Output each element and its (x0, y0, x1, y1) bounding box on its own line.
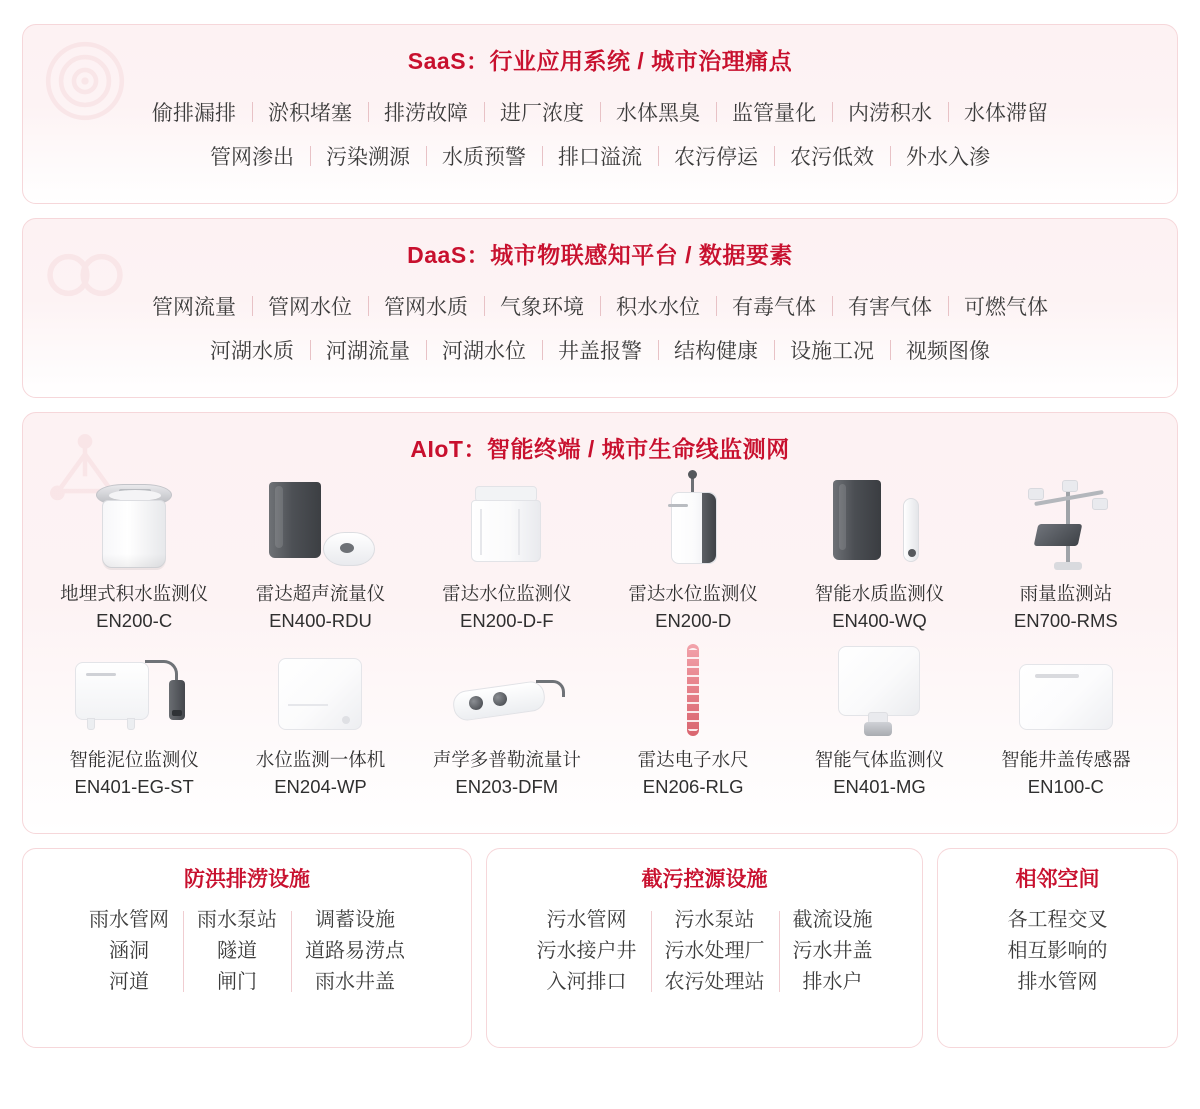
daas-chip[interactable]: 河湖水位 (426, 328, 542, 372)
device-name: 声学多普勒流量计 (432, 749, 581, 770)
device-image (618, 474, 768, 570)
radar-electronic-water-gauge-icon (673, 644, 713, 736)
device-name: 雨量监测站 (1019, 583, 1113, 604)
saas-chip[interactable]: 水质预警 (426, 134, 542, 178)
device-card[interactable] (600, 474, 786, 632)
saas-chip[interactable]: 内涝积水 (832, 90, 948, 134)
facility-item[interactable]: 入河排口 (546, 971, 627, 993)
aiot-panel (22, 412, 1178, 834)
saas-chip[interactable]: 进厂浓度 (484, 90, 600, 134)
rain-gauge-station-icon (1014, 478, 1118, 570)
device-model: EN401-MG (833, 776, 926, 797)
facility-item[interactable]: 污水管网 (546, 909, 627, 931)
daas-chip[interactable]: 河湖流量 (310, 328, 426, 372)
intercept-columns (487, 905, 922, 998)
device-model: EN401-EG-ST (74, 776, 194, 797)
device-card[interactable] (41, 474, 227, 632)
sludge-level-monitor-icon (75, 652, 193, 736)
saas-chip[interactable]: 管网渗出 (210, 146, 294, 169)
facility-item[interactable]: 涵洞 (109, 940, 149, 962)
facility-item: 相互影响的 (1007, 940, 1108, 962)
intercept-column (651, 905, 779, 998)
facility-item[interactable]: 调蓄设施 (315, 909, 395, 931)
saas-title-prefix: SaaS： (407, 48, 490, 74)
device-card[interactable] (786, 640, 972, 798)
daas-panel (22, 218, 1178, 398)
daas-title-main: 城市物联感知平台 / 数据要素 (490, 242, 793, 268)
saas-chip[interactable]: 农污停运 (658, 134, 774, 178)
daas-chip[interactable]: 可燃气体 (948, 284, 1064, 328)
intercept-column (523, 905, 651, 998)
device-model: EN400-WQ (832, 610, 927, 631)
device-name: 雷达水位监测仪 (628, 583, 758, 604)
daas-chip[interactable]: 设施工况 (774, 328, 890, 372)
device-image (245, 640, 395, 736)
daas-chip[interactable]: 管网水位 (252, 284, 368, 328)
facility-item[interactable]: 雨水管网 (89, 909, 169, 931)
integrated-level-monitor-icon (278, 656, 362, 736)
flood-columns (23, 905, 471, 998)
saas-chip[interactable]: 农污低效 (774, 134, 890, 178)
water-quality-monitor-icon (827, 480, 931, 570)
facility-panels-row (22, 848, 1178, 1048)
daas-chip[interactable]: 视频图像 (890, 328, 1006, 372)
daas-chip[interactable]: 有害气体 (832, 284, 948, 328)
device-name: 智能气体监测仪 (814, 749, 945, 770)
daas-title (23, 219, 1177, 270)
device-card[interactable] (786, 474, 972, 632)
saas-chip[interactable]: 外水入渗 (890, 134, 1006, 178)
flood-panel-title: 防洪排涝设施 (184, 868, 310, 891)
adjacent-space-panel (937, 848, 1178, 1048)
saas-chip[interactable]: 排涝故障 (368, 90, 484, 134)
pollution-interception-panel (486, 848, 923, 1048)
facility-item[interactable]: 雨水泵站 (197, 909, 277, 931)
saas-chip[interactable]: 水体黑臭 (600, 90, 716, 134)
device-card[interactable] (973, 474, 1159, 632)
daas-chip[interactable]: 结构健康 (658, 328, 774, 372)
daas-chip[interactable]: 有毒气体 (716, 284, 832, 328)
saas-chip[interactable]: 偷排漏排 (152, 102, 236, 125)
saas-row-2 (57, 134, 1143, 178)
flood-column (75, 905, 183, 998)
device-grid (23, 464, 1177, 798)
device-name: 雷达电子水尺 (637, 749, 749, 770)
aiot-title (23, 413, 1177, 464)
facility-item[interactable]: 排水户 (802, 971, 863, 993)
device-name: 智能井盖传感器 (1001, 749, 1131, 770)
radar-ultrasonic-flowmeter-icon (265, 482, 375, 570)
intercept-panel-title: 截污控源设施 (641, 868, 768, 891)
daas-title-prefix: DaaS： (407, 242, 491, 268)
saas-row-1 (57, 90, 1143, 134)
device-image (432, 640, 582, 736)
facility-item[interactable]: 隧道 (217, 940, 257, 962)
radar-level-meter-icon (661, 474, 725, 570)
saas-title (23, 25, 1177, 76)
saas-chip[interactable]: 污染溯源 (310, 134, 426, 178)
saas-chip[interactable]: 排口溢流 (542, 134, 658, 178)
device-image (245, 474, 395, 570)
daas-chip[interactable]: 井盖报警 (542, 328, 658, 372)
facility-item: 各工程交叉 (1007, 909, 1108, 931)
facility-item[interactable]: 雨水井盖 (315, 971, 395, 993)
gas-monitor-icon (836, 646, 922, 736)
daas-chip[interactable]: 河湖水质 (210, 340, 294, 363)
facility-item[interactable]: 农污处理站 (664, 971, 765, 993)
aiot-title-prefix: AIoT： (410, 436, 487, 462)
device-model: EN200-C (96, 610, 173, 631)
device-image (59, 640, 209, 736)
device-model: EN206-RLG (642, 776, 744, 797)
device-image (991, 640, 1141, 736)
intercept-column (779, 905, 887, 998)
facility-item[interactable]: 污水接户井 (536, 940, 637, 962)
device-model: EN203-DFM (455, 776, 559, 797)
device-name: 雷达水位监测仪 (442, 583, 572, 604)
daas-row-2 (57, 328, 1143, 372)
flood-drainage-panel (22, 848, 472, 1048)
saas-panel (22, 24, 1178, 204)
device-image (991, 474, 1141, 570)
facility-item[interactable]: 污水井盖 (792, 940, 873, 962)
daas-chip[interactable]: 气象环境 (484, 284, 600, 328)
facility-item: 排水管网 (1017, 971, 1098, 993)
device-card[interactable] (414, 640, 600, 798)
facility-item[interactable]: 河道 (109, 971, 149, 993)
acoustic-doppler-flowmeter-icon (447, 666, 567, 736)
device-name: 智能泥位监测仪 (69, 749, 199, 770)
device-card[interactable] (41, 640, 227, 798)
aiot-title-main: 智能终端 / 城市生命线监测网 (486, 436, 790, 462)
buried-water-logger-icon (96, 484, 172, 570)
device-name: 雷达超声流量仪 (255, 583, 386, 604)
device-name: 智能水质监测仪 (814, 583, 945, 604)
facility-item[interactable]: 道路易涝点 (305, 940, 405, 962)
device-model: EN700-RMS (1013, 610, 1118, 631)
daas-chip[interactable]: 积水水位 (600, 284, 716, 328)
adjacent-items (938, 905, 1177, 998)
device-image (59, 474, 209, 570)
flood-column (291, 905, 419, 998)
facility-item[interactable]: 闸门 (217, 971, 257, 993)
saas-chip[interactable]: 水体滞留 (948, 90, 1064, 134)
facility-item[interactable]: 污水泵站 (674, 909, 755, 931)
device-image (618, 640, 768, 736)
radar-level-meter-f-icon (471, 486, 543, 570)
device-card[interactable] (973, 640, 1159, 798)
daas-chip-rows (23, 284, 1177, 372)
device-card[interactable] (227, 474, 413, 632)
device-card[interactable] (600, 640, 786, 798)
device-model: EN200-D (655, 610, 732, 631)
saas-chip[interactable]: 淤积堵塞 (252, 90, 368, 134)
device-image (804, 640, 954, 736)
facility-item[interactable]: 污水处理厂 (664, 940, 765, 962)
device-model: EN200-D-F (460, 610, 554, 631)
adjacent-panel-title: 相邻空间 (1015, 868, 1100, 891)
smart-manhole-sensor-icon (1019, 660, 1113, 736)
device-model: EN100-C (1027, 776, 1104, 797)
device-card[interactable] (414, 474, 600, 632)
flood-column (183, 905, 291, 998)
saas-chip[interactable]: 监管量化 (716, 90, 832, 134)
daas-chip[interactable]: 管网流量 (152, 296, 236, 319)
device-card[interactable] (227, 640, 413, 798)
device-image (804, 474, 954, 570)
daas-row-1 (57, 284, 1143, 328)
saas-chip-rows (23, 90, 1177, 178)
device-name: 地埋式积水监测仪 (60, 583, 209, 604)
device-model: EN400-RDU (269, 610, 372, 631)
facility-item[interactable]: 截流设施 (792, 909, 873, 931)
device-name: 水位监测一体机 (255, 749, 386, 770)
saas-title-main: 行业应用系统 / 城市治理痛点 (489, 48, 793, 74)
device-image (432, 474, 582, 570)
device-model: EN204-WP (274, 776, 367, 797)
daas-chip[interactable]: 管网水质 (368, 284, 484, 328)
